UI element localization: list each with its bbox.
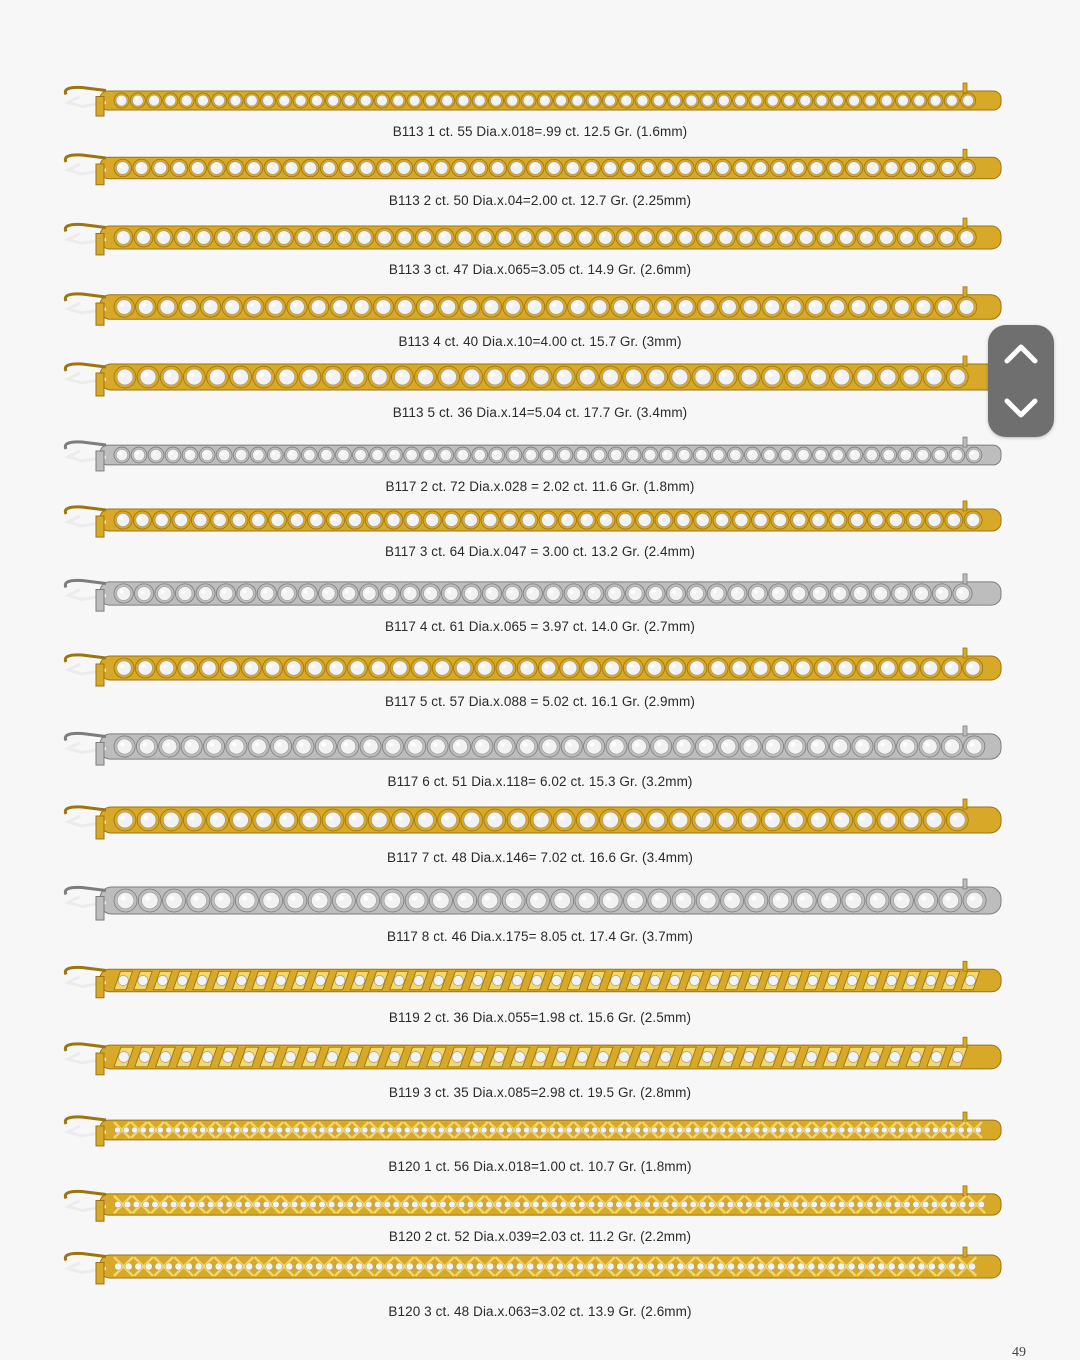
item-caption: B113 1 ct. 55 Dia.x.018=.99 ct. 12.5 Gr. (1.6mm)	[392, 124, 688, 139]
clasp-icon	[65, 733, 106, 765]
clasp-icon	[65, 807, 106, 839]
chevron-up-icon	[988, 325, 1054, 381]
bracelet-image	[60, 653, 1005, 683]
item-caption: B117 8 ct. 46 Dia.x.175= 8.05 ct. 17.4 Gr. (3.7mm)	[386, 929, 694, 944]
bracelet-illustration	[60, 1042, 1005, 1072]
bracelet-illustration	[60, 361, 1005, 393]
bracelet-illustration	[60, 966, 1005, 995]
bracelet-image	[60, 88, 1005, 113]
bracelet-illustration	[60, 731, 1005, 762]
clasp-icon	[65, 655, 106, 686]
bracelet-image	[60, 223, 1005, 252]
bracelet-illustration	[60, 88, 1005, 113]
clasp-icon	[65, 1191, 106, 1221]
bracelet-image	[60, 154, 1005, 182]
item-caption: B113 4 ct. 40 Dia.x.10=4.00 ct. 15.7 Gr. (3mm)	[398, 334, 682, 349]
clasp-icon	[65, 364, 106, 396]
bracelet-image	[60, 1191, 1005, 1218]
item-caption: B119 2 ct. 36 Dia.x.055=1.98 ct. 15.6 Gr. (2.5mm)	[388, 1010, 692, 1025]
bracelet-image	[60, 442, 1005, 468]
bracelet-image	[60, 506, 1005, 534]
bracelet-illustration	[60, 1117, 1005, 1143]
bracelet-image	[60, 731, 1005, 762]
bracelet-image	[60, 292, 1005, 322]
scroll-down-button[interactable]	[988, 381, 1054, 437]
bracelet-illustration	[60, 1252, 1005, 1281]
chevron-down-icon	[988, 381, 1054, 437]
clasp-icon	[65, 1044, 106, 1075]
item-caption: B120 1 ct. 56 Dia.x.018=1.00 ct. 10.7 Gr. (1.8mm)	[388, 1159, 692, 1174]
item-caption: B120 3 ct. 48 Dia.x.063=3.02 ct. 13.9 Gr. (2.6mm)	[388, 1304, 692, 1319]
clasp-icon	[65, 1253, 106, 1284]
clasp-icon	[65, 224, 106, 255]
clasp-icon	[65, 967, 106, 997]
item-caption: B117 3 ct. 64 Dia.x.047 = 3.00 ct. 13.2 Gr. (2.4mm)	[385, 544, 695, 559]
bracelet-image	[60, 1252, 1005, 1281]
bracelet-illustration	[60, 154, 1005, 182]
bracelet-illustration	[60, 442, 1005, 468]
bracelet-image	[60, 1117, 1005, 1143]
scroll-nav-widget	[988, 325, 1054, 437]
bracelet-image	[60, 1042, 1005, 1072]
bracelet-illustration	[60, 1191, 1005, 1218]
bracelet-image	[60, 579, 1005, 608]
item-caption: B119 3 ct. 35 Dia.x.085=2.98 ct. 19.5 Gr. (2.8mm)	[388, 1085, 692, 1100]
clasp-icon	[65, 87, 106, 116]
clasp-icon	[65, 507, 106, 537]
bracelet-illustration	[60, 579, 1005, 608]
bracelet-illustration	[60, 884, 1005, 917]
bracelet-illustration	[60, 653, 1005, 683]
item-caption: B120 2 ct. 52 Dia.x.039=2.03 ct. 11.2 Gr. (2.2mm)	[388, 1229, 692, 1244]
clasp-icon	[65, 580, 106, 611]
item-caption: B117 7 ct. 48 Dia.x.146= 7.02 ct. 16.6 Gr. (3.4mm)	[386, 850, 694, 865]
bracelet-image	[60, 804, 1005, 836]
scroll-up-button[interactable]	[988, 325, 1054, 381]
clasp-icon	[65, 442, 106, 471]
bracelet-image	[60, 966, 1005, 995]
item-caption: B117 5 ct. 57 Dia.x.088 = 5.02 ct. 16.1 Gr. (2.9mm)	[385, 694, 695, 709]
bracelet-illustration	[60, 804, 1005, 836]
item-caption: B113 5 ct. 36 Dia.x.14=5.04 ct. 17.7 Gr. (3.4mm)	[392, 405, 688, 420]
clasp-icon	[65, 294, 106, 325]
bracelet-image	[60, 361, 1005, 393]
item-caption: B117 6 ct. 51 Dia.x.118= 6.02 ct. 15.3 Gr. (3.2mm)	[387, 774, 693, 789]
bracelet-illustration	[60, 506, 1005, 534]
clasp-icon	[65, 887, 106, 920]
item-caption: B113 3 ct. 47 Dia.x.065=3.05 ct. 14.9 Gr. (2.6mm)	[388, 262, 692, 277]
bracelet-illustration	[60, 292, 1005, 322]
bracelet-image	[60, 884, 1005, 917]
item-caption: B117 4 ct. 61 Dia.x.065 = 3.97 ct. 14.0 Gr. (2.7mm)	[385, 619, 695, 634]
item-caption: B117 2 ct. 72 Dia.x.028 = 2.02 ct. 11.6 Gr. (1.8mm)	[385, 479, 695, 494]
clasp-icon	[65, 155, 106, 185]
bracelet-illustration	[60, 223, 1005, 252]
page-number: 49	[1012, 1345, 1026, 1360]
item-caption: B113 2 ct. 50 Dia.x.04=2.00 ct. 12.7 Gr. (2.25mm)	[388, 193, 692, 208]
clasp-icon	[65, 1117, 106, 1146]
